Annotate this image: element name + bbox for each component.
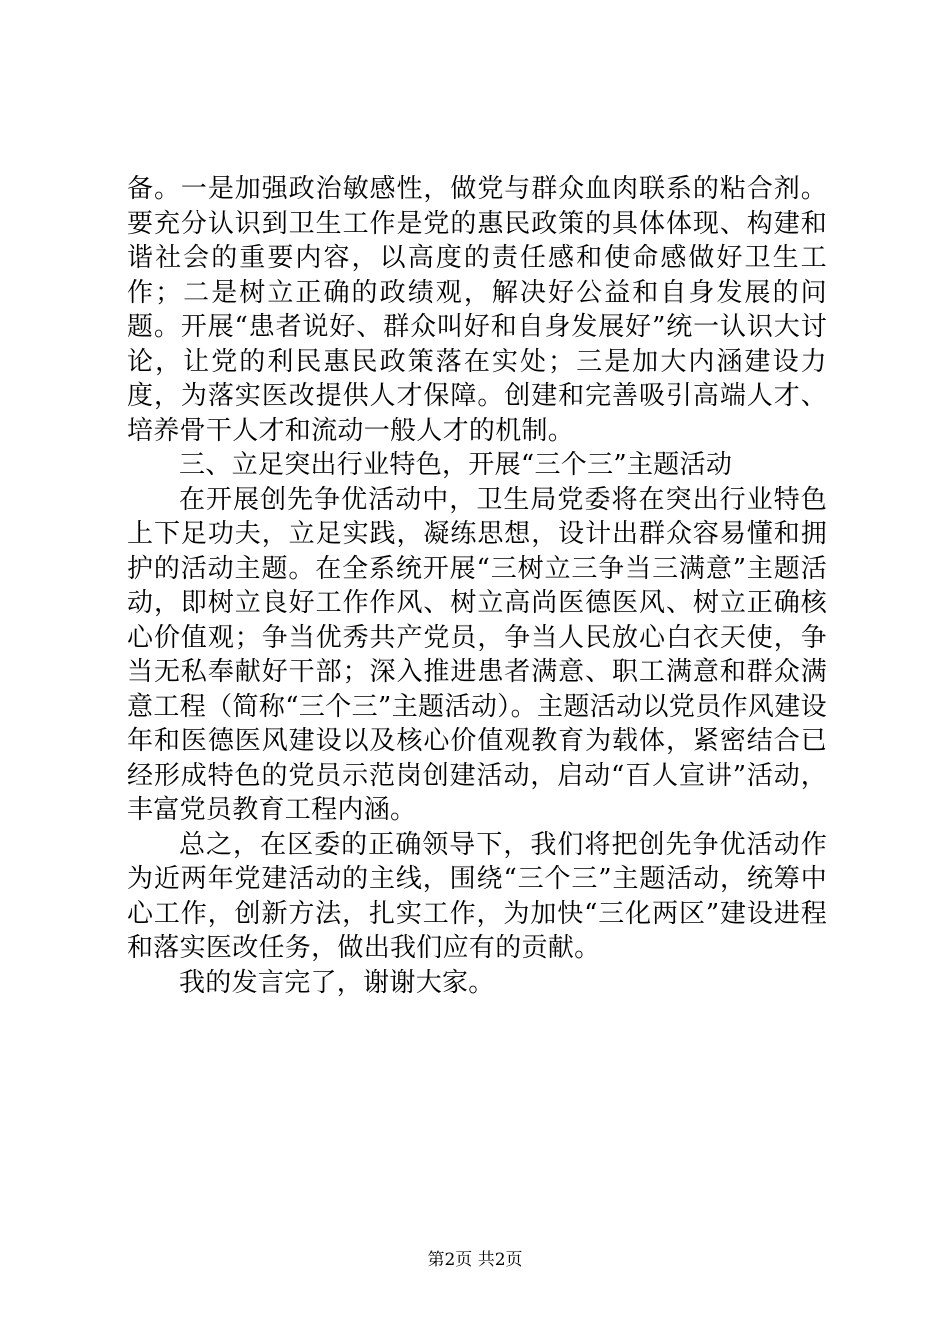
paragraph-theme-activity: 在开展创先争优活动中，卫生局党委将在突出行业特色上下足功夫，立足实践，凝练思想，设计出群众容易懂和拥护的活动主题。在全系统开展“三树立三争当三满意”主题活动，即树立良好工作作风、树立高尚医德医风、树立正确核心价值观；争当优秀共产党员，争当人民放心白衣天使，争当无私奉献好干部；深入推进患者满意、职工满意和群众满意工程（简称“三个三”主题活动）。主题活动以党员作风建设年和医德医风建设以及核心价值观教育为载体，紧密结合已经形成特色的党员示范岗创建活动，启动“百人宣讲”活动，丰富党员教育工程内涵。 bbox=[127, 484, 827, 825]
document-body bbox=[127, 172, 827, 1000]
page-number-footer: 第2页 共2页 bbox=[427, 1250, 523, 1270]
paragraph-political-sensitivity: 备。一是加强政治敏感性，做党与群众血肉联系的粘合剂。要充分认识到卫生工作是党的惠民政策的具体体现、构建和谐社会的重要内容，以高度的责任感和使命感做好卫生工作；二是树立正确的政绩观，解决好公益和自身发展的问题。开展“患者说好、群众叫好和自身发展好”统一认识大讨论，让党的利民惠民政策落在实处；三是加大内涵建设力度，为落实医改提供人才保障。创建和完善吸引高端人才、培养骨干人才和流动一般人才的机制。 bbox=[127, 174, 827, 446]
paragraph-conclusion: 总之，在区委的正确领导下，我们将把创先争优活动作为近两年党建活动的主线，围绕“三个三”主题活动，统筹中心工作，创新方法，扎实工作，为加快“三化两区”建设进程和落实医改任务，做出我们应有的贡献。 bbox=[127, 829, 827, 963]
paragraph-closing: 我的发言完了，谢谢大家。 bbox=[179, 967, 495, 998]
section-heading-three: 三、立足突出行业特色，开展“三个三”主题活动 bbox=[179, 450, 733, 480]
